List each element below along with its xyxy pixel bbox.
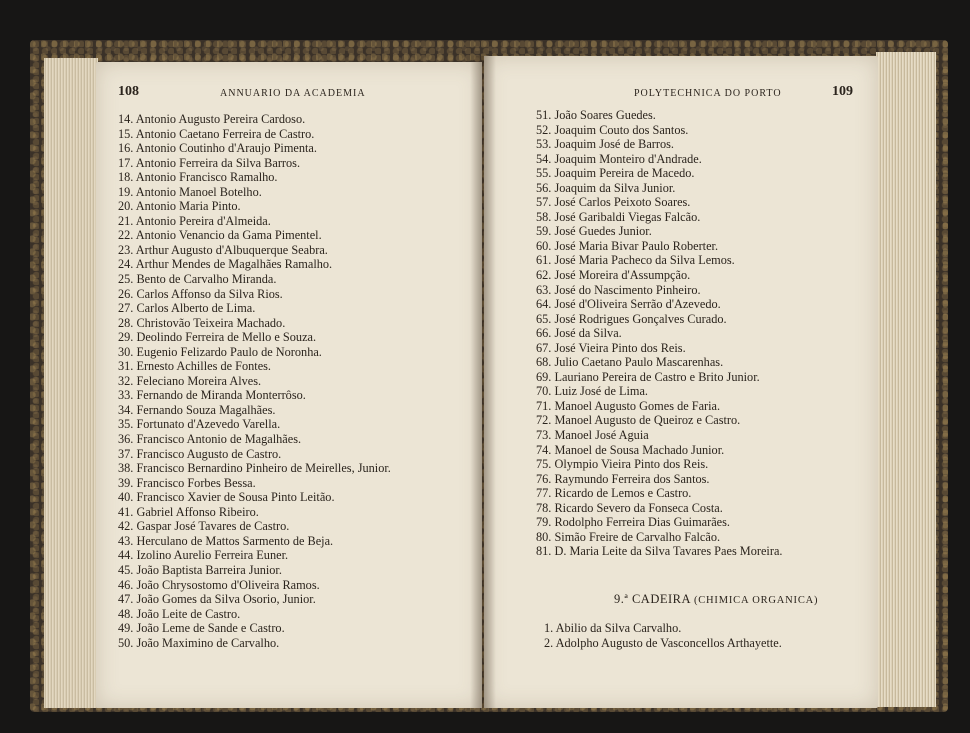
section-title: 9.ª CADEIRA <box>614 592 691 606</box>
list-item: 69. Lauriano Pereira de Castro e Brito Junior. <box>536 369 760 384</box>
list-item: 36. Francisco Antonio de Magalhães. <box>118 432 302 447</box>
list-item: 14. Antonio Augusto Pereira Cardoso. <box>118 112 306 126</box>
list-item: 20. Antonio Maria Pinto. <box>118 199 241 214</box>
list-item: 65. José Rodrigues Gonçalves Curado. <box>536 311 727 326</box>
list-item: 45. João Baptista Barreira Junior. <box>118 562 282 577</box>
list-item: 32. Feleciano Moreira Alves. <box>118 373 262 388</box>
list-item: 42. Gaspar José Tavares de Castro. <box>118 519 290 534</box>
list-item: 1. Abilio da Silva Carvalho. <box>544 621 682 635</box>
section-heading <box>614 592 818 607</box>
list-item: 43. Herculano de Mattos Sarmento de Beja. <box>118 533 334 548</box>
list-item: 18. Antonio Francisco Ramalho. <box>118 170 278 185</box>
list-item: 25. Bento de Carvalho Miranda. <box>118 272 277 287</box>
list-item: 28. Christovão Teixeira Machado. <box>118 315 286 330</box>
list-item: 59. José Guedes Junior. <box>536 224 652 239</box>
left-page <box>96 62 482 708</box>
list-item: 21. Antonio Pereira d'Almeida. <box>118 213 271 228</box>
list-item: 38. Francisco Bernardino Pinheiro de Meirelles, Junior. <box>118 461 391 476</box>
list-item: 53. Joaquim José de Barros. <box>536 137 674 152</box>
list-item: 68. Julio Caetano Paulo Mascarenhas. <box>536 355 724 370</box>
page-edges-left <box>44 58 98 708</box>
list-item: 81. D. Maria Leite da Silva Tavares Paes Moreira. <box>536 544 783 559</box>
section-list <box>544 621 782 650</box>
list-item: 49. João Leme de Sande e Castro. <box>118 621 285 636</box>
list-item: 27. Carlos Alberto de Lima. <box>118 301 256 316</box>
list-item: 52. Joaquim Couto dos Santos. <box>536 122 689 137</box>
list-item: 56. Joaquim da Silva Junior. <box>536 180 676 195</box>
list-item: 47. João Gomes da Silva Osorio, Junior. <box>118 592 316 607</box>
list-item: 16. Antonio Coutinho d'Araujo Pimenta. <box>118 141 317 156</box>
page-number-left: 108 <box>118 84 139 99</box>
page-edges-right <box>876 52 936 707</box>
list-item: 22. Antonio Venancio da Gama Pimentel. <box>118 228 322 243</box>
list-item: 63. José do Nascimento Pinheiro. <box>536 282 701 297</box>
list-item: 57. José Carlos Peixoto Soares. <box>536 195 691 210</box>
list-item: 26. Carlos Affonso da Silva Rios. <box>118 286 283 301</box>
right-page <box>484 56 878 708</box>
list-item: 50. João Maximino de Carvalho. <box>118 635 280 650</box>
list-item: 58. José Garibaldi Viegas Falcão. <box>536 209 701 224</box>
list-item: 73. Manoel José Aguia <box>536 428 649 443</box>
list-item: 72. Manoel Augusto de Queiroz e Castro. <box>536 413 741 428</box>
list-item: 30. Eugenio Felizardo Paulo de Noronha. <box>118 344 322 359</box>
list-item: 33. Fernando de Miranda Monterrôso. <box>118 388 306 403</box>
page-number-right: 109 <box>832 84 853 99</box>
list-item: 44. Izolino Aurelio Ferreira Euner. <box>118 548 289 563</box>
list-item: 55. Joaquim Pereira de Macedo. <box>536 166 695 181</box>
section-subtitle: (CHIMICA ORGANICA) <box>693 595 819 606</box>
list-item: 15. Antonio Caetano Ferreira de Castro. <box>118 126 315 141</box>
list-item: 60. José Maria Bivar Paulo Roberter. <box>536 238 719 253</box>
list-item: 48. João Leite de Castro. <box>118 606 241 621</box>
list-item: 62. José Moreira d'Assumpção. <box>536 268 691 283</box>
list-item: 54. Joaquim Monteiro d'Andrade. <box>536 151 702 166</box>
list-item: 71. Manoel Augusto Gomes de Faria. <box>536 398 721 413</box>
list-item: 17. Antonio Ferreira da Silva Barros. <box>118 155 301 170</box>
list-item: 23. Arthur Augusto d'Albuquerque Seabra. <box>118 242 328 257</box>
list-item: 79. Rodolpho Ferreira Dias Guimarães. <box>536 515 730 530</box>
list-item: 78. Ricardo Severo da Fonseca Costa. <box>536 500 723 515</box>
list-item: 74. Manoel de Sousa Machado Junior. <box>536 442 725 457</box>
list-item: 2. Adolpho Augusto de Vasconcellos Arthayette. <box>544 635 782 650</box>
list-item: 76. Raymundo Ferreira dos Santos. <box>536 471 710 486</box>
list-item: 51. João Soares Guedes. <box>536 108 656 122</box>
list-item: 35. Fortunato d'Azevedo Varella. <box>118 417 281 432</box>
list-item: 70. Luiz José de Lima. <box>536 384 649 399</box>
list-item: 61. José Maria Pacheco da Silva Lemos. <box>536 253 735 268</box>
list-item: 41. Gabriel Affonso Ribeiro. <box>118 504 259 519</box>
list-item: 40. Francisco Xavier de Sousa Pinto Leitão. <box>118 490 335 505</box>
list-item: 19. Antonio Manoel Botelho. <box>118 184 262 199</box>
running-head-left: ANNUARIO DA ACADEMIA <box>220 88 366 99</box>
list-item: 46. João Chrysostomo d'Oliveira Ramos. <box>118 577 320 592</box>
student-list-right <box>536 108 782 559</box>
list-item: 80. Simão Freire de Carvalho Falcão. <box>536 529 721 544</box>
list-item: 77. Ricardo de Lemos e Castro. <box>536 486 692 501</box>
list-item: 24. Arthur Mendes de Magalhães Ramalho. <box>118 257 333 272</box>
list-item: 39. Francisco Forbes Bessa. <box>118 475 256 490</box>
list-item: 34. Fernando Souza Magalhães. <box>118 402 276 417</box>
book-gutter <box>470 56 496 708</box>
student-list-left <box>118 112 391 650</box>
list-item: 75. Olympio Vieira Pinto dos Reis. <box>536 457 709 472</box>
running-head-right: POLYTECHNICA DO PORTO <box>634 88 782 99</box>
list-item: 31. Ernesto Achilles de Fontes. <box>118 359 272 374</box>
list-item: 66. José da Silva. <box>536 326 622 341</box>
list-item: 67. José Vieira Pinto dos Reis. <box>536 340 686 355</box>
list-item: 37. Francisco Augusto de Castro. <box>118 446 282 461</box>
list-item: 29. Deolindo Ferreira de Mello e Souza. <box>118 330 317 345</box>
list-item: 64. José d'Oliveira Serrão d'Azevedo. <box>536 297 721 312</box>
